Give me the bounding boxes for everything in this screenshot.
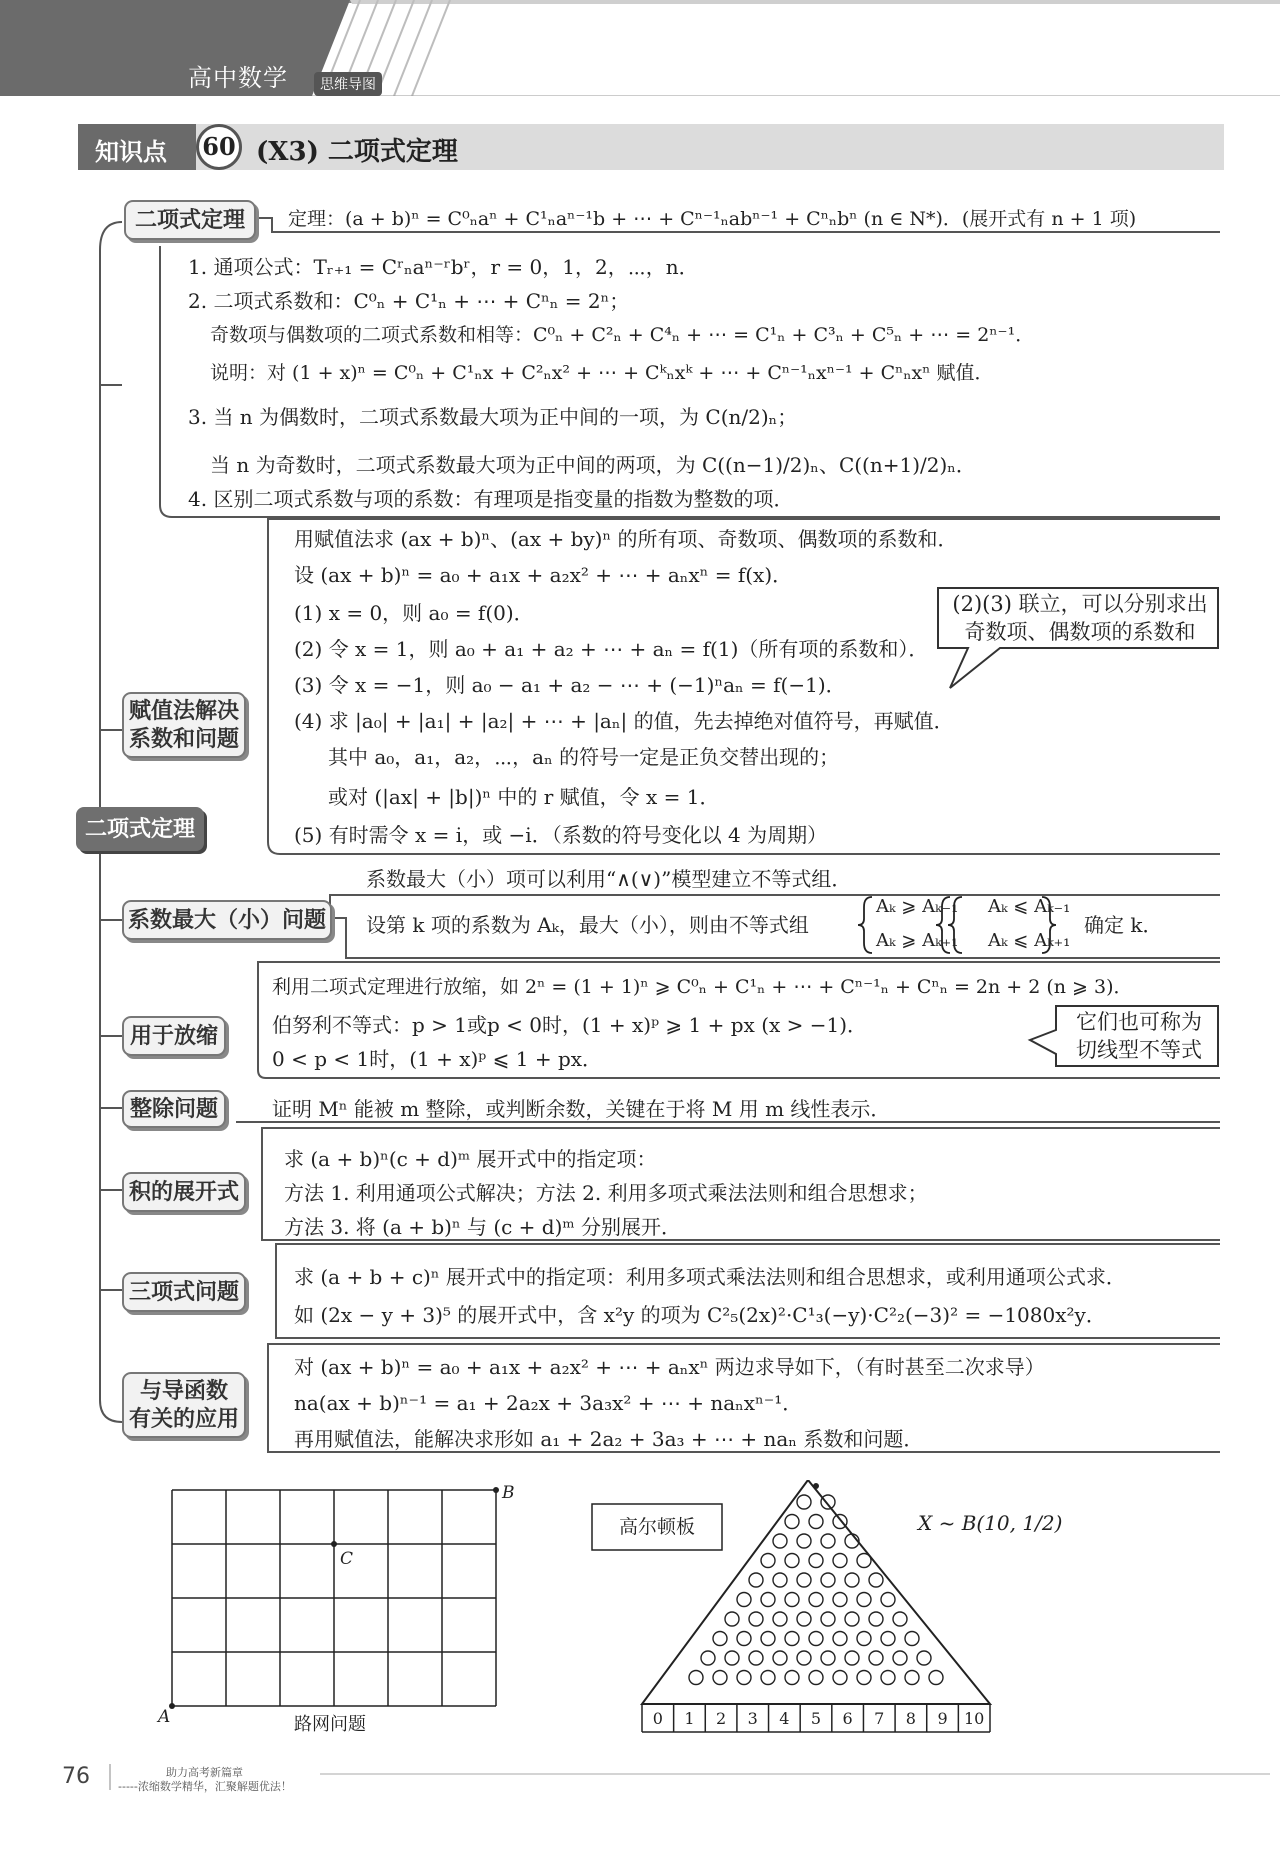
galton-bin-label: 8 (905, 1709, 916, 1728)
branch1-line: 3. 当 n 为偶数时，二项式系数最大项为正中间的一项，为 C(n/2)ₙ； (188, 405, 798, 429)
branch2-line: 用赋值法求 (ax + b)ⁿ、(ax + by)ⁿ 的所有项、奇数项、偶数项的系数和． (294, 527, 958, 551)
galton-peg (785, 1671, 799, 1685)
callout-line: 它们也可称为 (1076, 1010, 1202, 1034)
branch2-line: (1) x = 0，则 a₀ = f(0)． (294, 601, 534, 625)
node-derivative-application (122, 1372, 246, 1438)
node-assignment-line1: 赋值法解决 (128, 698, 239, 724)
grid-point-b (493, 1487, 499, 1493)
galton-peg (737, 1671, 751, 1685)
grid-caption: 路网问题 (294, 1714, 366, 1735)
galton-peg (833, 1515, 847, 1529)
branch2-line: 设 (ax + b)ⁿ = a₀ + a₁x + a₂x² + ⋯ + aₙxⁿ = f(x)． (294, 563, 793, 587)
galton-peg (749, 1573, 763, 1587)
galton-peg (701, 1651, 715, 1665)
knowledge-point-label: 知识点 (95, 137, 167, 166)
galton-peg (725, 1651, 739, 1665)
root-node: 二项式定理 (76, 807, 204, 851)
galton-peg (893, 1612, 907, 1626)
branch1-line: 说明：对 (1 + x)ⁿ = C⁰ₙ + C¹ₙx + C²ₙx² + ⋯ + Cᵏₙxᵏ + ⋯ + Cⁿ⁻¹ₙxⁿ⁻¹ + Cⁿₙxⁿ 赋值． (210, 362, 994, 384)
branch6-line: 方法 3. 将 (a + b)ⁿ 与 (c + d)ᵐ 分别展开． (284, 1215, 682, 1239)
branch4-line: 伯努利不等式：p > 1或p < 0时，(1 + x)ᵖ ⩾ 1 + px (x > −1)． (272, 1013, 868, 1037)
galton-peg (881, 1671, 895, 1685)
branch2-line: (2) 令 x = 1，则 a₀ + a₁ + a₂ + ⋯ + aₙ = f(1)（所有项的系数和）． (294, 637, 929, 661)
branch4-line: 利用二项式定理进行放缩，如 2ⁿ = (1 + 1)ⁿ ⩾ C⁰ₙ + C¹ₙ + ⋯ + Cⁿ⁻¹ₙ + Cⁿₙ = 2n + 2 (n ⩾ 3)． (272, 976, 1133, 998)
galton-peg (821, 1612, 835, 1626)
inequality-max-1: Aₖ ⩾ Aₖ₋₁ (876, 896, 959, 917)
galton-peg (749, 1612, 763, 1626)
galton-peg (797, 1534, 811, 1548)
galton-peg (845, 1573, 859, 1587)
branch7-line: 求 (a + b + c)ⁿ 展开式中的指定项：利用多项式乘法法则和组合思想求，或利用通项公式求． (294, 1265, 1126, 1289)
knowledge-point-number: 60 (196, 124, 242, 170)
galton-peg (881, 1593, 895, 1607)
callout-tangent-inequality (1060, 1008, 1218, 1064)
branch2-line: 其中 a₀，a₁，a₂，⋯，aₙ 的符号一定是正负交替出现的； (328, 745, 840, 769)
node-product-expansion: 积的展开式 (122, 1172, 246, 1212)
branch7-line: 如 (2x − y + 3)⁵ 的展开式中，含 x²y 的项为 C²₅(2x)²·C¹₃(−y)·C²₂(−3)² = −1080x²y． (294, 1303, 1106, 1327)
branch1-line: 奇数项与偶数项的二项式系数和相等：C⁰ₙ + C²ₙ + C⁴ₙ + ⋯ = C¹ₙ + C³ₙ + C⁵ₙ + ⋯ = 2ⁿ⁻¹． (210, 324, 1035, 346)
galton-peg (833, 1593, 847, 1607)
galton-peg (773, 1651, 787, 1665)
branch6-line: 求 (a + b)ⁿ(c + d)ᵐ 展开式中的指定项： (284, 1147, 657, 1171)
galton-bin-label: 3 (747, 1709, 758, 1728)
branch5-line: 证明 Mⁿ 能被 m 整除，或判断余数，关键在于将 M 用 m 线性表示． (272, 1097, 891, 1121)
galton-peg (821, 1495, 835, 1509)
node-assignment-method (122, 692, 246, 758)
galton-peg (833, 1554, 847, 1568)
branch2-line: (5) 有时需令 x = i，或 −i．（系数的符号变化以 4 为周期） (294, 823, 828, 847)
branch6-line: 方法 1. 利用通项公式解决；方法 2. 利用多项式乘法法则和组合思想求； (284, 1181, 928, 1205)
galton-formula: X ~ B(10, 1/2) (918, 1511, 1063, 1535)
callout-line: (2)(3) 联立，可以分别求出 (952, 592, 1208, 616)
branch8-line: 再用赋值法，能解决求形如 a₁ + 2a₂ + 3a₃ + ⋯ + naₙ 系数和问题． (294, 1427, 924, 1451)
galton-bin-label: 10 (963, 1709, 985, 1728)
galton-peg (713, 1632, 727, 1646)
node-trinomial: 三项式问题 (122, 1272, 246, 1312)
galton-peg (809, 1671, 823, 1685)
galton-peg (737, 1632, 751, 1646)
galton-peg (737, 1593, 751, 1607)
branch2-line: (3) 令 x = −1，则 a₀ − a₁ + a₂ − ⋯ + (−1)ⁿaₙ = f(−1)． (294, 673, 846, 697)
galton-peg (809, 1554, 823, 1568)
galton-peg (881, 1632, 895, 1646)
grid-label-c: C (340, 1549, 354, 1569)
galton-peg (809, 1593, 823, 1607)
knowledge-point-title: (X3) 二项式定理 (256, 137, 458, 167)
branch8-line: na(ax + b)ⁿ⁻¹ = a₁ + 2a₂x + 3a₃x² + ⋯ + naₙxⁿ⁻¹． (294, 1391, 803, 1415)
header-subject: 高中数学 (188, 64, 288, 92)
galton-peg (821, 1534, 835, 1548)
galton-peg (857, 1632, 871, 1646)
galton-peg (773, 1612, 787, 1626)
callout-system-sum (942, 590, 1218, 646)
footer-slogan-1: 助力高考新篇章 (166, 1766, 243, 1779)
galton-peg (893, 1651, 907, 1665)
galton-peg (761, 1632, 775, 1646)
galton-ball (813, 1483, 819, 1489)
galton-bin-label: 4 (779, 1709, 790, 1728)
branch2-line: (4) 求 |a₀| + |a₁| + |a₂| + ⋯ + |aₙ| 的值，先去掉绝对值符号，再赋值． (294, 709, 954, 733)
galton-bin-label: 2 (715, 1709, 727, 1728)
branch3-determine-k: 确定 k． (1084, 913, 1163, 937)
header-tag: 思维导图 (314, 72, 382, 96)
node-max-coefficient: 系数最大（小）问题 (122, 900, 332, 940)
galton-bin-label: 7 (874, 1709, 885, 1728)
grid-label-a: A (158, 1707, 171, 1727)
branch3-line: 系数最大（小）项可以利用“∧(∨)”模型建立不等式组． (366, 867, 852, 891)
inequality-min-2: Aₖ ⩽ Aₖ₊₁ (988, 930, 1071, 951)
branch1-line: 2. 二项式系数和：C⁰ₙ + C¹ₙ + ⋯ + Cⁿₙ = 2ⁿ； (188, 289, 630, 313)
inequality-min-1: Aₖ ⩽ Aₖ₋₁ (988, 896, 1071, 917)
callout-line: 奇数项、偶数项的系数和 (964, 620, 1196, 644)
callout-line: 切线型不等式 (1076, 1038, 1202, 1062)
branch1-line: 当 n 为奇数时，二项式系数最大项为正中间的两项，为 C((n−1)/2)ₙ、C((n+1)/2)ₙ． (210, 453, 976, 477)
galton-peg (713, 1671, 727, 1685)
galton-bin-label: 6 (842, 1709, 853, 1728)
node-divisibility: 整除问题 (122, 1090, 226, 1128)
galton-peg (785, 1515, 799, 1529)
galton-peg (845, 1612, 859, 1626)
galton-bin-label: 5 (810, 1709, 822, 1728)
branch4-line: 0 < p < 1时，(1 + x)ᵖ ⩽ 1 + px． (272, 1047, 603, 1071)
galton-peg (833, 1632, 847, 1646)
node-assignment-line2: 系数和问题 (128, 726, 239, 752)
road-grid-figure (160, 1480, 540, 1740)
galton-peg (833, 1671, 847, 1685)
galton-bin-label: 1 (684, 1709, 695, 1728)
galton-peg (725, 1612, 739, 1626)
galton-peg (761, 1554, 775, 1568)
branch2-line: 或对 (|ax| + |b|)ⁿ 中的 r 赋值，令 x = 1． (328, 785, 720, 809)
galton-bin-label: 0 (652, 1709, 663, 1728)
galton-peg (749, 1651, 763, 1665)
branch1-line: 4. 区别二项式系数与项的系数：有理项是指变量的指数为整数的项． (188, 487, 794, 511)
page-number: 76 (62, 1764, 90, 1789)
footer-slogan-2: -----浓缩数学精华，汇聚解题优法！ (118, 1780, 292, 1793)
galton-peg (857, 1554, 871, 1568)
galton-peg (797, 1495, 811, 1509)
branch3-line: 设第 k 项的系数为 Aₖ，最大（小），则由不等式组 (366, 913, 809, 937)
galton-peg (689, 1671, 703, 1685)
galton-peg (809, 1515, 823, 1529)
galton-peg (773, 1573, 787, 1587)
galton-peg (773, 1534, 787, 1548)
node-derivative-line2: 有关的应用 (128, 1406, 239, 1432)
galton-peg (761, 1593, 775, 1607)
galton-peg (785, 1632, 799, 1646)
galton-peg (797, 1612, 811, 1626)
galton-label: 高尔顿板 (618, 1516, 695, 1538)
galton-peg (809, 1632, 823, 1646)
galton-peg (857, 1671, 871, 1685)
galton-peg (917, 1651, 931, 1665)
branch8-line: 对 (ax + b)ⁿ = a₀ + a₁x + a₂x² + ⋯ + aₙxⁿ 两边求导如下，（有时甚至二次求导） (294, 1355, 1045, 1379)
galton-peg (905, 1671, 919, 1685)
node-derivative-line1: 与导函数 (139, 1378, 228, 1404)
galton-peg (905, 1632, 919, 1646)
galton-peg (869, 1651, 883, 1665)
galton-peg (869, 1573, 883, 1587)
node-scaling: 用于放缩 (122, 1016, 226, 1056)
galton-peg (821, 1573, 835, 1587)
galton-peg (929, 1671, 943, 1685)
grid-label-b: B (502, 1483, 515, 1503)
galton-peg (857, 1593, 871, 1607)
branch1-line: 定理：(a + b)ⁿ = C⁰ₙaⁿ + C¹ₙaⁿ⁻¹b + ⋯ + Cⁿ⁻¹ₙabⁿ⁻¹ + Cⁿₙbⁿ (n ∈ N*)．(展开式有 n + 1 项) (288, 208, 1137, 230)
branch1-line: 1. 通项公式：Tᵣ₊₁ = Cʳₙaⁿ⁻ʳbʳ，r = 0，1，2，⋯，n． (188, 255, 699, 279)
galton-peg (845, 1651, 859, 1665)
galton-peg (797, 1573, 811, 1587)
galton-peg (785, 1593, 799, 1607)
inequality-max-2: Aₖ ⩾ Aₖ₊₁ (876, 930, 959, 951)
galton-peg (869, 1612, 883, 1626)
galton-peg (761, 1671, 775, 1685)
galton-peg (797, 1651, 811, 1665)
galton-peg (821, 1651, 835, 1665)
galton-peg (785, 1554, 799, 1568)
node-binomial-theorem: 二项式定理 (124, 200, 256, 240)
grid-point-c (331, 1541, 337, 1547)
galton-bin-label: 9 (937, 1709, 948, 1728)
